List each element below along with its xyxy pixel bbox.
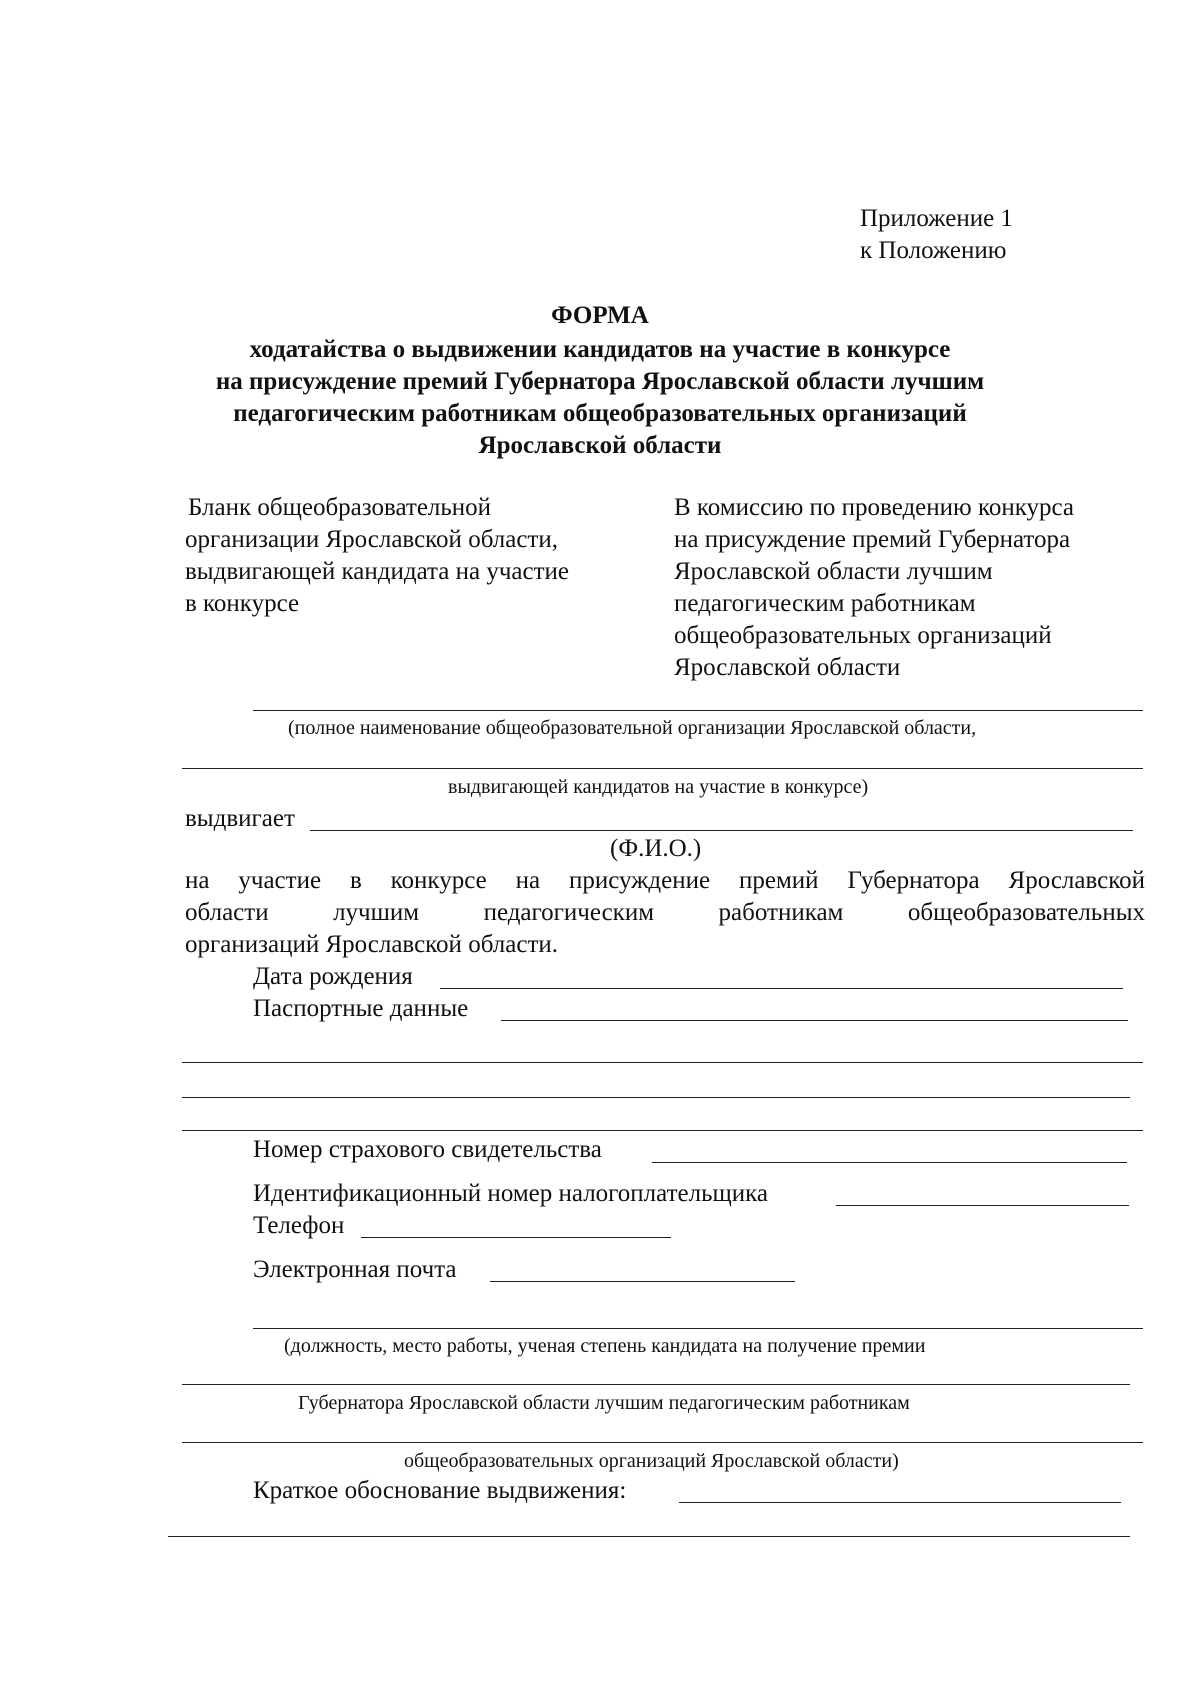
- addressee-line: Ярославской области лучшим: [674, 558, 993, 585]
- insurance-label: Номер страхового свидетельства: [253, 1136, 602, 1163]
- position-caption-2: Губернатора Ярославской области лучшим педагогическим работникам: [298, 1392, 910, 1414]
- position-line-3[interactable]: [182, 1442, 1143, 1443]
- addressee-line: В комиссию по проведению конкурса: [674, 494, 1074, 521]
- birth-date-line[interactable]: [440, 988, 1123, 989]
- passport-line-2[interactable]: [182, 1062, 1143, 1063]
- nominates-label: выдвигает: [185, 805, 295, 832]
- org-name-caption-2: выдвигающей кандидатов на участие в конкурсе): [448, 776, 869, 798]
- inn-label: Идентификационный номер налогоплательщика: [253, 1180, 769, 1207]
- inn-line[interactable]: [836, 1205, 1129, 1206]
- form-title-line: педагогическим работникам общеобразовательных организаций: [233, 400, 967, 427]
- participation-text-line: организаций Ярославской области.: [185, 931, 559, 958]
- addressee-line: Ярославской области: [674, 654, 901, 681]
- position-line-2[interactable]: [182, 1384, 1130, 1385]
- birth-date-label: Дата рождения: [253, 963, 413, 990]
- passport-line-3[interactable]: [182, 1097, 1130, 1098]
- justification-line-2[interactable]: [168, 1536, 1130, 1537]
- form-title-line: ходатайства о выдвижении кандидатов на участие в конкурсе: [249, 336, 951, 363]
- passport-line[interactable]: [501, 1020, 1128, 1021]
- position-caption: (должность, место работы, ученая степень кандидата на получение премии: [284, 1335, 926, 1357]
- fio-input-line[interactable]: [310, 830, 1133, 831]
- passport-line-4[interactable]: [182, 1130, 1143, 1131]
- insurance-line[interactable]: [652, 1162, 1127, 1163]
- fio-caption: (Ф.И.О.): [610, 835, 702, 862]
- org-name-caption: (полное наименование общеобразовательной организации Ярославской области,: [288, 717, 977, 739]
- org-name-line[interactable]: [253, 710, 1143, 711]
- letterhead-line: выдвигающей кандидата на участие: [185, 558, 569, 585]
- email-label: Электронная почта: [253, 1256, 457, 1283]
- appendix-reference: к Положению: [860, 237, 1007, 264]
- form-title-line: Ярославской области: [478, 432, 722, 459]
- addressee-line: общеобразовательных организаций: [674, 622, 1052, 649]
- justification-label: Краткое обоснование выдвижения:: [253, 1477, 627, 1504]
- letterhead-line: организации Ярославской области,: [185, 526, 559, 553]
- participation-text-line: на участие в конкурсе на присуждение премий Губернатора Ярославской: [185, 867, 1145, 894]
- form-title-line: на присуждение премий Губернатора Ярославской области лучшим: [215, 368, 985, 395]
- email-line[interactable]: [490, 1281, 795, 1282]
- position-caption-3: общеобразовательных организаций Ярославской области): [404, 1450, 899, 1472]
- letterhead-line: в конкурсе: [185, 590, 300, 617]
- letterhead-line: Бланк общеобразовательной: [188, 494, 492, 521]
- phone-label: Телефон: [253, 1212, 345, 1239]
- addressee-line: на присуждение премий Губернатора: [674, 526, 1071, 553]
- participation-text-line: области лучшим педагогическим работникам общеобразовательных: [185, 899, 1145, 926]
- appendix-number: Приложение 1: [860, 205, 1013, 232]
- passport-label: Паспортные данные: [253, 995, 469, 1022]
- org-name-line-2[interactable]: [182, 768, 1143, 769]
- addressee-line: педагогическим работникам: [674, 590, 976, 617]
- form-heading: ФОРМА: [551, 302, 649, 329]
- position-line[interactable]: [253, 1328, 1143, 1329]
- phone-line[interactable]: [361, 1237, 671, 1238]
- justification-line[interactable]: [679, 1502, 1121, 1503]
